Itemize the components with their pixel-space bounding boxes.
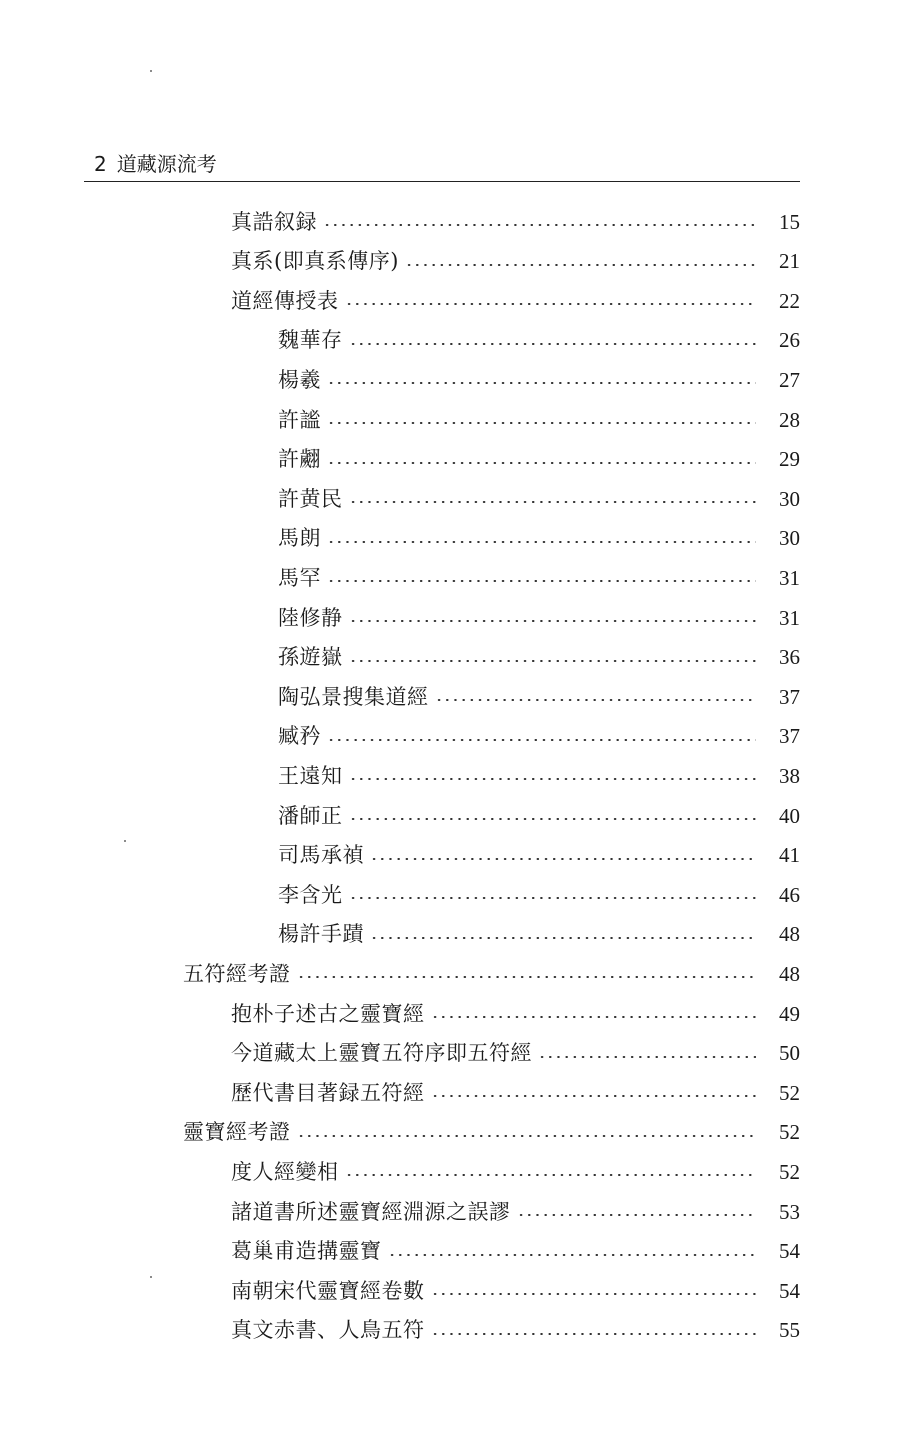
dot-leader — [370, 937, 756, 939]
toc-entry-page: 46 — [779, 882, 800, 907]
toc-entry — [278, 321, 800, 361]
toc-entry-title: 葛巢甫造搆靈寶 — [231, 1239, 382, 1264]
dot-leader — [349, 660, 757, 662]
toc-entry-page: 28 — [779, 407, 800, 432]
toc-entry-title: 歷代書目著録五符經 — [231, 1080, 425, 1105]
dot-leader — [370, 858, 756, 860]
toc-entry — [231, 281, 800, 321]
toc-entry-title: 潘師正 — [278, 803, 343, 828]
toc-entry-title: 今道藏太上靈寶五符序即五符經 — [231, 1041, 532, 1066]
toc-entry-title: 五符經考證 — [183, 961, 291, 986]
dot-leader — [297, 1135, 757, 1137]
toc-entry-title: 靈寶經考證 — [183, 1120, 291, 1145]
toc-entry-page: 49 — [779, 1001, 800, 1026]
toc-entry-page: 31 — [779, 565, 800, 590]
toc-entry-title: 魏華存 — [278, 328, 343, 353]
toc-entry — [278, 598, 800, 638]
toc-entry-title: 道經傳授表 — [231, 288, 339, 313]
toc-entry-title: 許謐 — [278, 407, 321, 432]
toc-entry-title: 陸修静 — [278, 605, 343, 630]
dot-leader — [345, 303, 757, 305]
toc-entry — [278, 875, 800, 915]
scan-speck — [150, 1276, 152, 1278]
dot-leader — [349, 897, 757, 899]
dot-leader — [431, 1293, 757, 1295]
toc-entry-page: 50 — [779, 1041, 800, 1066]
toc-entry — [183, 954, 800, 994]
toc-entry — [183, 1113, 800, 1153]
toc-entry — [278, 479, 800, 519]
toc-entry-page: 15 — [779, 209, 800, 234]
toc-entry-title: 真文赤書、人鳥五符 — [231, 1318, 425, 1343]
toc-entry-page: 48 — [779, 961, 800, 986]
toc-entry — [231, 1192, 800, 1232]
dot-leader — [349, 778, 757, 780]
running-header — [94, 148, 802, 176]
toc-entry — [231, 1073, 800, 1113]
toc-entry-page: 30 — [779, 526, 800, 551]
toc-entry — [278, 717, 800, 757]
toc-entry-page: 22 — [779, 288, 800, 313]
toc-entry — [278, 836, 800, 876]
toc-entry-title: 南朝宋代靈寶經卷數 — [231, 1278, 425, 1303]
toc-entry — [231, 1271, 800, 1311]
toc-entry — [231, 994, 800, 1034]
toc-entry-title: 許翽 — [278, 447, 321, 472]
toc-entry — [278, 360, 800, 400]
toc-entry-page: 36 — [779, 645, 800, 670]
toc-entry-page: 40 — [779, 803, 800, 828]
dot-leader — [327, 541, 756, 543]
dot-leader — [349, 501, 757, 503]
toc-entry — [231, 1311, 800, 1351]
toc-entry — [278, 519, 800, 559]
dot-leader — [349, 818, 757, 820]
toc-entry-title: 真系(即真系傳序) — [231, 249, 399, 274]
toc-entry-page: 29 — [779, 447, 800, 472]
toc-entry-page: 26 — [779, 328, 800, 353]
toc-entry — [278, 677, 800, 717]
toc-entry-page: 38 — [779, 763, 800, 788]
toc-entry — [231, 1232, 800, 1272]
toc-entry-page: 54 — [779, 1278, 800, 1303]
toc-entry — [231, 202, 800, 242]
toc-entry-page: 52 — [779, 1080, 800, 1105]
toc-entry-title: 王遠知 — [278, 763, 343, 788]
toc-entry — [278, 638, 800, 678]
dot-leader — [327, 422, 756, 424]
toc-entry — [278, 440, 800, 480]
dot-leader — [327, 382, 756, 384]
toc-entry-page: 37 — [779, 684, 800, 709]
toc-entry-title: 楊許手蹟 — [278, 922, 364, 947]
toc-entry-title: 諸道書所述靈寶經淵源之誤謬 — [231, 1199, 511, 1224]
dot-leader — [538, 1056, 756, 1058]
toc-entry — [278, 756, 800, 796]
dot-leader — [327, 739, 756, 741]
dot-leader — [405, 264, 756, 266]
toc-entry — [278, 915, 800, 955]
toc-entry-title: 司馬承禎 — [278, 843, 364, 868]
toc-entry-title: 馬朗 — [278, 526, 321, 551]
book-title: 道藏源流考 — [116, 152, 217, 176]
toc-entry-title: 孫遊嶽 — [278, 645, 343, 670]
toc-entry — [231, 242, 800, 282]
toc-entry-title: 真誥叙録 — [231, 209, 317, 234]
dot-leader — [297, 976, 757, 978]
dot-leader — [345, 1174, 757, 1176]
dot-leader — [435, 699, 757, 701]
toc-entry-title: 楊羲 — [278, 367, 321, 392]
dot-leader — [431, 1333, 757, 1335]
toc-entry-page: 31 — [779, 605, 800, 630]
toc-entry-title: 許黄民 — [278, 486, 343, 511]
dot-leader — [327, 580, 756, 582]
toc-entry-title: 陶弘景搜集道經 — [278, 684, 429, 709]
toc-entry — [278, 400, 800, 440]
dot-leader — [517, 1214, 757, 1216]
toc-entry-page: 55 — [779, 1318, 800, 1343]
toc-entry-title: 李含光 — [278, 882, 343, 907]
toc-entry-page: 48 — [779, 922, 800, 947]
dot-leader — [323, 224, 756, 226]
toc-entry-page: 27 — [779, 367, 800, 392]
dot-leader — [388, 1254, 757, 1256]
toc-entry-page: 52 — [779, 1120, 800, 1145]
dot-leader — [327, 462, 756, 464]
toc-entry — [231, 1152, 800, 1192]
toc-entry — [231, 1034, 800, 1074]
scan-speck — [124, 840, 126, 842]
toc-entry-page: 54 — [779, 1239, 800, 1264]
page-number: 2 — [94, 152, 107, 176]
toc-entry — [278, 796, 800, 836]
toc-entry-title: 度人經變相 — [231, 1159, 339, 1184]
toc-entry-page: 52 — [779, 1159, 800, 1184]
header-rule — [84, 181, 800, 182]
dot-leader — [349, 343, 757, 345]
toc-entry-page: 30 — [779, 486, 800, 511]
dot-leader — [431, 1095, 757, 1097]
dot-leader — [431, 1016, 757, 1018]
toc-entry — [278, 558, 800, 598]
toc-entry-title: 抱朴子述古之靈寶經 — [231, 1001, 425, 1026]
dot-leader — [349, 620, 757, 622]
toc-entry-page: 41 — [779, 843, 800, 868]
toc-entry-page: 53 — [779, 1199, 800, 1224]
scan-speck — [150, 70, 152, 72]
toc-entry-title: 臧矜 — [278, 724, 321, 749]
toc-entry-title: 馬罕 — [278, 565, 321, 590]
toc-entry-page: 37 — [779, 724, 800, 749]
toc-entry-page: 21 — [779, 249, 800, 274]
